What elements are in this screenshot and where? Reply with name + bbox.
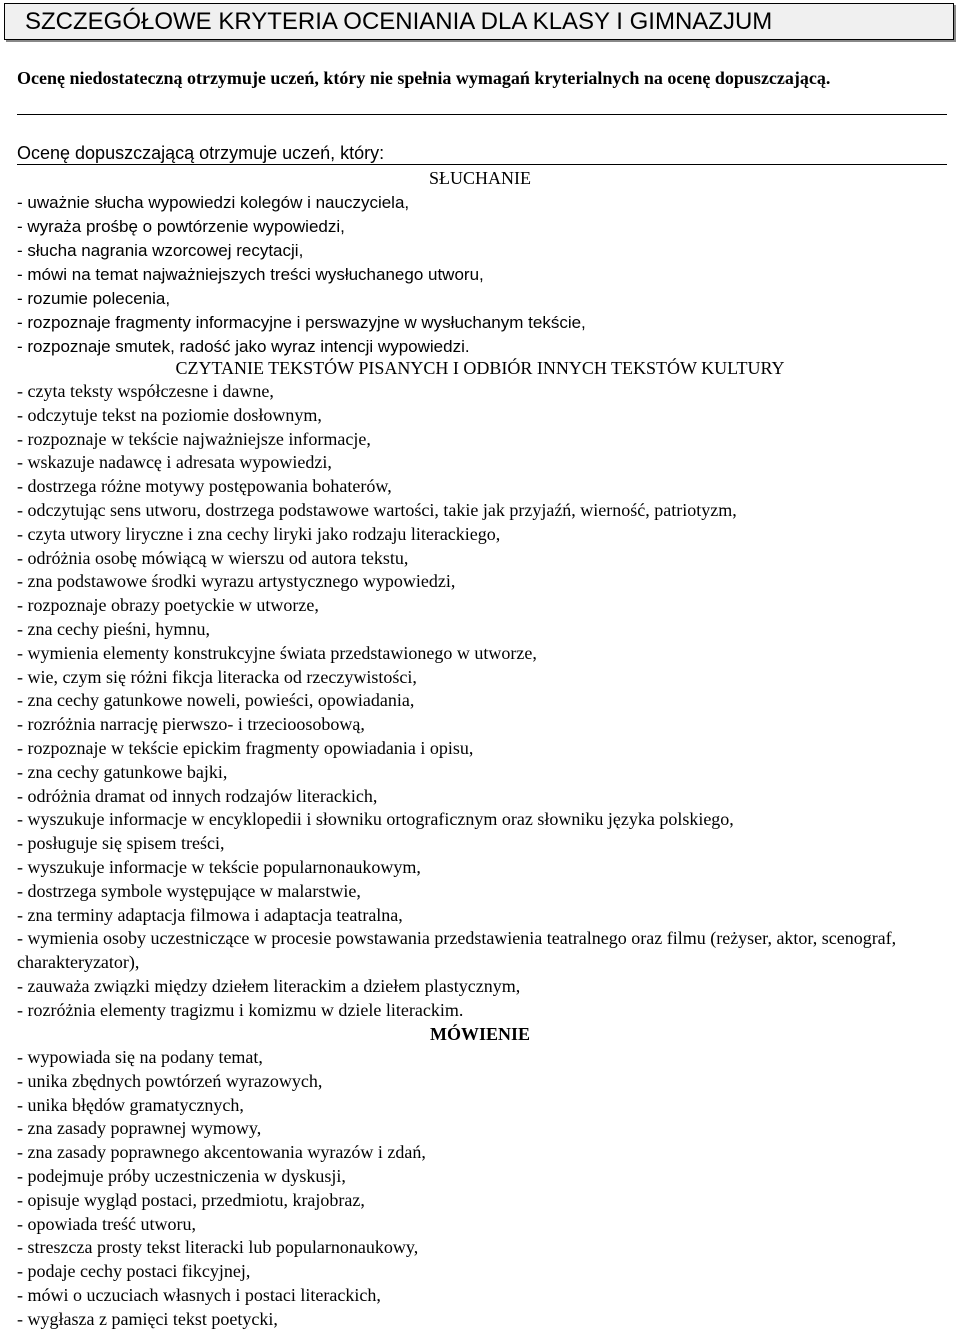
list-czytanie [17,380,947,1023]
list-item: - podejmuje próby uczestniczenia w dyskusji, [17,1165,346,1186]
list-item: - mówi o uczuciach własnych i postaci literackich, [17,1284,381,1305]
list-item: - wyszukuje informacje w encyklopedii i słowniku ortograficznym oraz słowniku języka polskiego, [17,809,734,830]
list-item: - zna zasady poprawnej wymowy, [17,1118,262,1139]
list-item: - rozumie polecenia, [17,289,171,308]
list-item: - rozpoznaje smutek, radość jako wyraz intencji wypowiedzi. [17,337,470,356]
list-item: - opisuje wygląd postaci, przedmiotu, krajobraz, [17,1189,365,1210]
divider [17,114,947,115]
list-item: - dostrzega różne motywy postępowania bohaterów, [17,476,392,497]
list-item: - zna podstawowe środki wyrazu artystycznego wypowiedzi, [17,571,456,592]
list-item: - odróżnia osobę mówiącą w wierszu od autora tekstu, [17,547,409,568]
list-item: - dostrzega symbole występujące w malarstwie, [17,880,361,901]
section-heading-sluchanie: SŁUCHANIE [429,168,531,188]
list-item: - wyszukuje informacje w tekście popularnonaukowym, [17,856,421,877]
list-item: - wymienia osoby uczestniczące w procesie powstawania przedstawienia teatralnego oraz filmu (reżyser, aktor, scenograf, charakteryzator), [17,928,897,973]
divider [17,164,947,165]
list-item: - zna terminy adaptacja filmowa i adaptacja teatralna, [17,904,403,925]
list-item: - odczytuje tekst na poziomie dosłownym, [17,404,322,425]
page-title: SZCZEGÓŁOWE KRYTERIA OCENIANIA DLA KLASY I GIMNAZJUM [25,8,773,35]
list-item: - rozróżnia narrację pierwszo- i trzecioosobową, [17,714,365,735]
list-item: - streszcza prosty tekst literacki lub popularnonaukowy, [17,1237,419,1258]
list-sluchanie [17,191,947,359]
list-item: - rozpoznaje w tekście epickim fragmenty opowiadania i opisu, [17,737,474,758]
list-item: - zna cechy pieśni, hymnu, [17,618,210,639]
list-item: - rozpoznaje obrazy poetyckie w utworze, [17,595,319,616]
list-item: - zna cechy gatunkowe bajki, [17,761,228,782]
list-item: - podaje cechy postaci fikcyjnej, [17,1261,251,1282]
list-item: - rozróżnia elementy tragizmu i komizmu w dziele literackim. [17,999,464,1020]
list-item: - wypowiada się na podany temat, [17,1047,263,1067]
list-item: - czyta teksty współczesne i dawne, [17,381,274,401]
list-item: - wymienia elementy konstrukcyjne świata przedstawionego w utworze, [17,642,537,663]
list-mowienie [17,1046,947,1332]
list-item: - unika zbędnych powtórzeń wyrazowych, [17,1070,323,1091]
list-item: - czyta utwory liryczne i zna cechy liryki jako rodzaju literackiego, [17,523,501,544]
list-item: - wie, czym się różni fikcja literacka od rzeczywistości, [17,666,417,687]
list-item: - odczytując sens utworu, dostrzega podstawowe wartości, takie jak przyjaźń, wierność, patriotyzm, [17,499,737,520]
list-item: - opowiada treść utworu, [17,1213,196,1234]
list-item: - wygłasza z pamięci tekst poetycki, [17,1308,278,1329]
title-box [4,3,954,40]
list-item: - rozpoznaje w tekście najważniejsze informacje, [17,428,371,449]
list-item: - zna zasady poprawnego akcentowania wyrazów i zdań, [17,1142,426,1163]
section-heading-czytanie: CZYTANIE TEKSTÓW PISANYCH I ODBIÓR INNYCH TEKSTÓW KULTURY [175,358,785,378]
list-item: - odróżnia dramat od innych rodzajów literackich, [17,785,378,806]
list-item: - unika błędów gramatycznych, [17,1094,244,1115]
intro-paragraph: Ocenę niedostateczną otrzymuje uczeń, który nie spełnia wymagań kryterialnych na ocenę dopuszczającą. [17,68,831,88]
list-item: - uważnie słucha wypowiedzi kolegów i nauczyciela, [17,193,410,212]
list-item: - mówi na temat najważniejszych treści wysłuchanego utworu, [17,265,484,284]
list-item: - słucha nagrania wzorcowej recytacji, [17,241,304,260]
list-item: - posługuje się spisem treści, [17,833,225,854]
section-heading-mowienie: MÓWIENIE [429,1024,530,1044]
lead-sentence: Ocenę dopuszczającą otrzymuje uczeń, który: [17,143,385,163]
list-item: - zauważa związki między dziełem literackim a dziełem plastycznym, [17,975,521,996]
list-item: - rozpoznaje fragmenty informacyjne i perswazyjne w wysłuchanym tekście, [17,313,586,332]
list-item: - wskazuje nadawcę i adresata wypowiedzi, [17,452,332,473]
list-item: - wyraża prośbę o powtórzenie wypowiedzi, [17,217,345,236]
list-item: - zna cechy gatunkowe noweli, powieści, opowiadania, [17,690,415,711]
